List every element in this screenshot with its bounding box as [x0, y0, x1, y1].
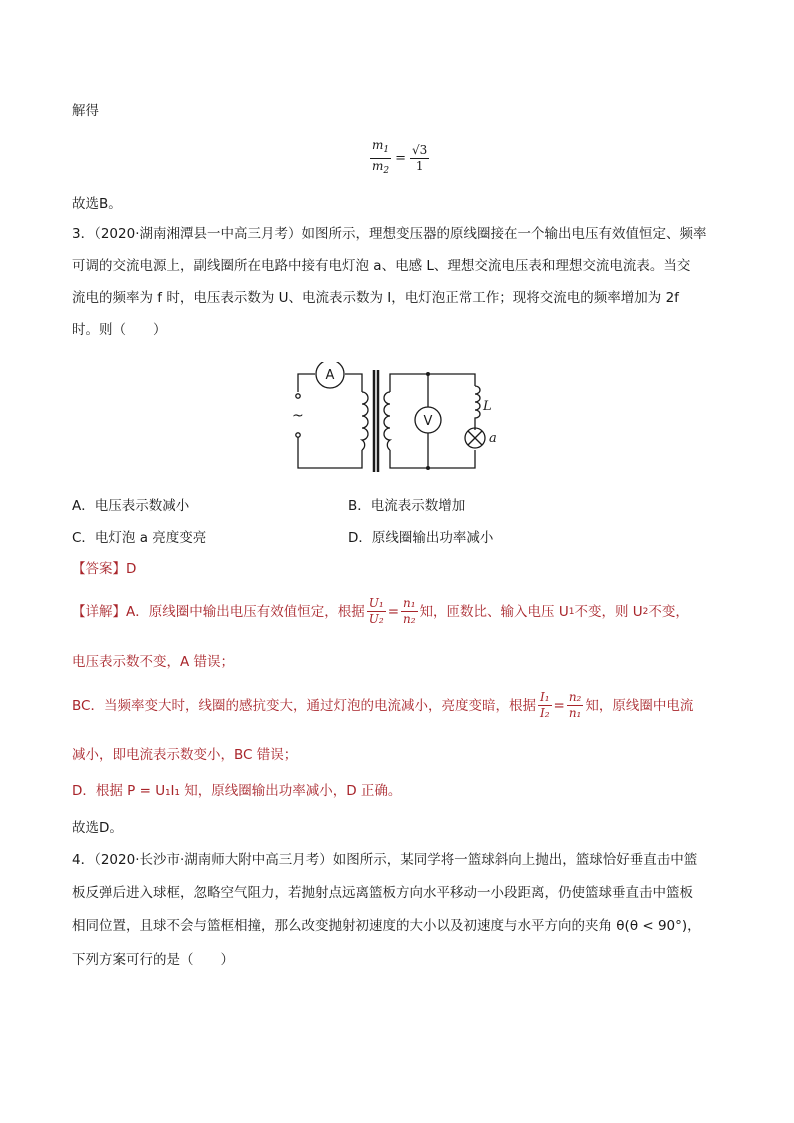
detail-bc-line-2: 减小，即电流表示数变小，BC 错误；: [72, 747, 298, 763]
option-b: B．电流表示数增加: [348, 498, 466, 514]
secondary-top-wire: [390, 374, 475, 392]
q4-line-1: 4．（2020·长沙市·湖南师大附中高三月考）如图所示，某同学将一篮球斜向上抛出，篮球恰好垂直击中篮: [72, 852, 698, 868]
turns-ratio-inverse-fraction: $\frac{\text{n₂}}{\text{n₁}}$: [568, 690, 582, 720]
junction-dot-bottom: [426, 466, 430, 470]
q3-line-3: 流电的频率为 f 时，电压表示数为 U、电流表示数为 I，电灯泡正常工作；现将交流电的频率增加为 2f: [72, 290, 679, 306]
transformer-circuit-diagram: [290, 362, 500, 474]
q4-line-2: 板反弹后进入球框，忽略空气阻力，若抛射点远离篮板方向水平移动一小段距离，仍使篮球垂直击中篮板: [72, 885, 693, 901]
primary-top-wire-right: [345, 374, 362, 392]
current-ratio-fraction: $\frac{\text{I₁}}{\text{I₂}}$: [539, 690, 550, 720]
answer-line: 【答案】D: [72, 561, 137, 577]
secondary-coil: [384, 392, 390, 450]
primary-coil: [362, 392, 368, 450]
detail-a-line: 【详解】 A．原线圈中输出电压有效值恒定，根据 $\frac{\text{U₁}}{\text{U₂}}$ = $\frac{\text{n₁}}{\text{n₂}}$ 知，匝数比、输入电压 U 1 不变，则 U 2 不变，: [72, 596, 689, 626]
q3-line-1: 3．（2020·湖南湘潭县一中高三月考）如图所示，理想变压器的原线圈接在一个输出电压有效值恒定、频率: [72, 226, 707, 242]
mass-ratio-equation: [368, 138, 431, 179]
turns-ratio-fraction: $\frac{\text{n₁}}{\text{n₂}}$: [403, 596, 416, 626]
choose-b: 故选B。: [72, 196, 122, 212]
source-terminal-bottom: [296, 433, 300, 437]
mass-ratio-rhs: $\frac{√3}{1}$: [412, 143, 428, 173]
primary-top-wire: [298, 374, 315, 392]
option-d: D．原线圈输出功率减小: [348, 530, 494, 546]
q4-line-3: 相同位置，且球不会与篮框相撞，那么改变抛射初速度的大小以及初速度与水平方向的夹角 θ(θ < 90°)，: [72, 918, 701, 934]
choose-d: 故选D。: [72, 820, 123, 836]
detail-label: 【详解】: [72, 603, 126, 620]
q3-line-2: 可调的交流电源上，副线圈所在电路中接有电灯泡 a、电感 L、理想交流电压表和理想交流电流表。当交: [72, 258, 691, 274]
detail-bc-line: BC．当频率变大时，线圈的感抗变大，通过灯泡的电流减小，亮度变暗，根据 $\frac{\text{I₁}}{\text{I₂}}$ = $\frac{\text{n₂}}{\text{n₁}}$ 知，原线圈中电流: [72, 690, 694, 720]
equals-sign: =: [395, 151, 407, 166]
solve-label: 解得: [72, 103, 99, 119]
m1-symbol: m: [372, 138, 384, 152]
option-c: C．电灯泡 a 亮度变亮: [72, 530, 207, 546]
q3-line-4: 时。则（ ）: [72, 322, 167, 338]
voltage-ratio-fraction: $\frac{\text{U₁}}{\text{U₂}}$: [368, 596, 384, 626]
detail-d-line: D．根据 P = U₁I₁ 知，原线圈输出功率减小，D 正确。: [72, 783, 402, 799]
inductor-label: L: [483, 399, 492, 414]
secondary-bottom-wire: [390, 450, 475, 468]
ac-source-symbol: ~: [292, 408, 304, 424]
inductor-coil: [475, 386, 480, 430]
source-terminal-top: [296, 394, 300, 398]
q4-line-4: 下列方案可行的是（ ）: [72, 952, 234, 968]
lamp-label: a: [489, 431, 497, 446]
m2-symbol: m: [372, 159, 384, 173]
mass-ratio-lhs: $\frac{m_1}{m_2}$: [372, 138, 390, 176]
option-a: A．电压表示数减小: [72, 498, 190, 514]
voltmeter-label: V: [423, 414, 433, 429]
primary-bottom-wire: [298, 437, 362, 468]
junction-dot-top: [426, 372, 430, 376]
detail-a-line-2: 电压表示数不变，A 错误；: [72, 654, 235, 670]
ammeter-label: A: [325, 368, 335, 383]
